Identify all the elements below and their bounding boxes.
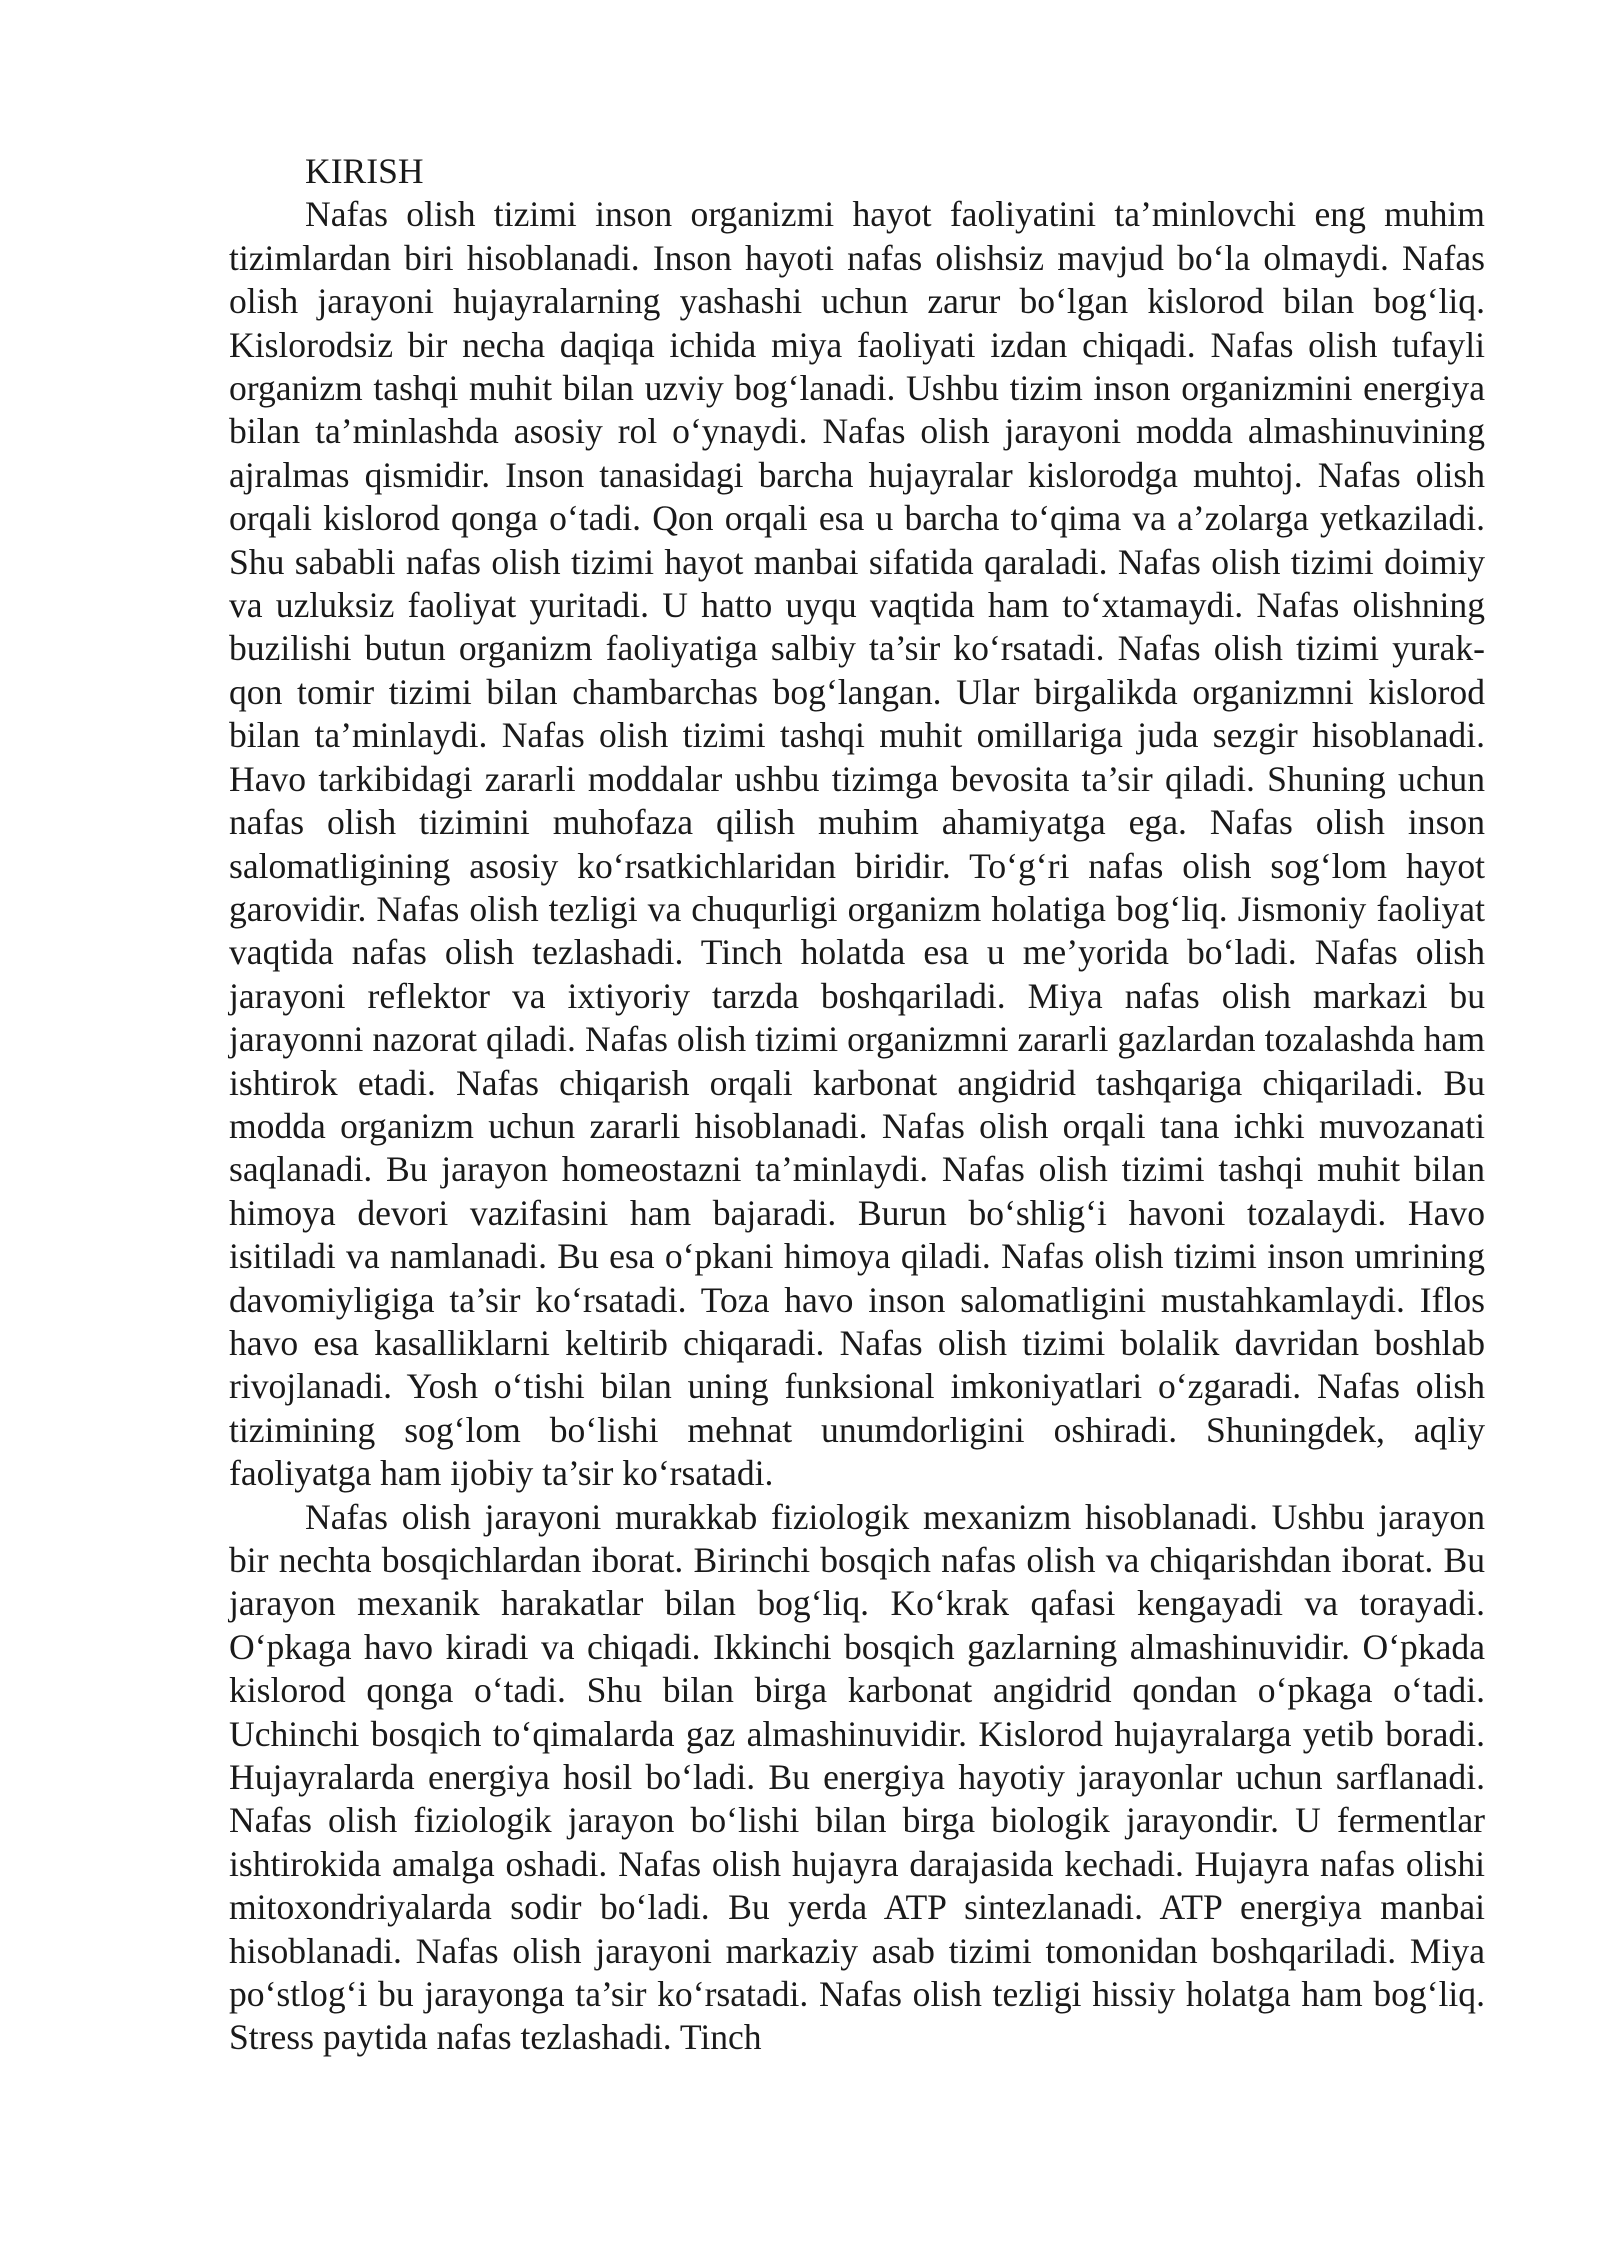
document-page (229, 150, 1485, 2060)
body-paragraph: Nafas olish tizimi inson organizmi hayot faoliyatini ta’minlovchi eng muhim tizimlardan biri hisoblanadi. Inson hayoti nafas olishsiz mavjud bo‘la olmaydi. Nafas olish jarayoni hujayralarning yashashi uchun zarur bo‘lgan kislorod bilan bog‘liq. Kislorodsiz bir necha daqiqa ichida miya faoliyati izdan chiqadi. Nafas olish tufayli organizm tashqi muhit bilan uzviy bog‘lanadi. Ushbu tizim inson organizmini energiya bilan ta’minlashda asosiy rol o‘ynaydi. Nafas olish jarayoni modda almashinuvining ajralmas qismidir. Inson tanasidagi barcha hujayralar kislorodga muhtoj. Nafas olish orqali kislorod qonga o‘tadi. Qon orqali esa u barcha to‘qima va a’zolarga yetkaziladi. Shu sababli nafas olish tizimi hayot manbai sifatida qaraladi. Nafas olish tizimi doimiy va uzluksiz faoliyat yuritadi. U hatto uyqu vaqtida ham to‘xtamaydi. Nafas olishning buzilishi butun organizm faoliyatiga salbiy ta’sir ko‘rsatadi. Nafas olish tizimi yurak-qon tomir tizimi bilan chambarchas bog‘langan. Ular birgalikda organizmni kislorod bilan ta’minlaydi. Nafas olish tizimi tashqi muhit omillariga juda sezgir hisoblanadi. Havo tarkibidagi zararli moddalar ushbu tizimga bevosita ta’sir qiladi. Shuning uchun nafas olish tizimini muhofaza qilish muhim ahamiyatga ega. Nafas olish inson salomatligining asosiy ko‘rsatkichlaridan biridir. To‘g‘ri nafas olish sog‘lom hayot garovidir. Nafas olish tezligi va chuqurligi organizm holatiga bog‘liq. Jismoniy faoliyat vaqtida nafas olish tezlashadi. Tinch holatda esa u me’yorida bo‘ladi. Nafas olish jarayoni reflektor va ixtiyoriy tarzda boshqariladi. Miya nafas olish markazi bu jarayonni nazorat qiladi. Nafas olish tizimi organizmni zararli gazlardan tozalashda ham ishtirok etadi. Nafas chiqarish orqali karbonat angidrid tashqariga chiqariladi. Bu modda organizm uchun zararli hisoblanadi. Nafas olish orqali tana ichki muvozanati saqlanadi. Bu jarayon homeostazni ta’minlaydi. Nafas olish tizimi tashqi muhit bilan himoya devori vazifasini ham bajaradi. Burun bo‘shlig‘i havoni tozalaydi. Havo isitiladi va namlanadi. Bu esa o‘pkani himoya qiladi. Nafas olish tizimi inson umrining davomiyligiga ta’sir ko‘rsatadi. Toza havo inson salomatligini mustahkamlaydi. Iflos havo esa kasalliklarni keltirib chiqaradi. Nafas olish tizimi bolalik davridan boshlab rivojlanadi. Yosh o‘tishi bilan uning funksional imkoniyatlari o‘zgaradi. Nafas olish tizimining sog‘lom bo‘lishi mehnat unumdorligini oshiradi. Shuningdek, aqliy faoliyatga ham ijobiy ta’sir ko‘rsatadi. (229, 194, 1485, 1494)
section-heading: KIRISH (305, 151, 424, 191)
body-paragraph: Nafas olish jarayoni murakkab fiziologik mexanizm hisoblanadi. Ushbu jarayon bir nechta bosqichlardan iborat. Birinchi bosqich nafas olish va chiqarishdan iborat. Bu jarayon mexanik harakatlar bilan bog‘liq. Ko‘krak qafasi kengayadi va torayadi. O‘pkaga havo kiradi va chiqadi. Ikkinchi bosqich gazlarning almashinuvidir. O‘pkada kislorod qonga o‘tadi. Shu bilan birga karbonat angidrid qondan o‘pkaga o‘tadi. Uchinchi bosqich to‘qimalarda gaz almashinuvidir. Kislorod hujayralarga yetib boradi. Hujayralarda energiya hosil bo‘ladi. Bu energiya hayotiy jarayonlar uchun sarflanadi. Nafas olish fiziologik jarayon bo‘lishi bilan birga biologik jarayondir. U fermentlar ishtirokida amalga oshadi. Nafas olish hujayra darajasida kechadi. Hujayra nafas olishi mitoxondriyalarda sodir bo‘ladi. Bu yerda ATP sintezlanadi. ATP energiya manbai hisoblanadi. Nafas olish jarayoni markaziy asab tizimi tomonidan boshqariladi. Miya po‘stlog‘i bu jarayonga ta’sir ko‘rsatadi. Nafas olish tezligi hissiy holatga ham bog‘liq. Stress paytida nafas tezlashadi. Tinch (229, 1496, 1485, 2058)
